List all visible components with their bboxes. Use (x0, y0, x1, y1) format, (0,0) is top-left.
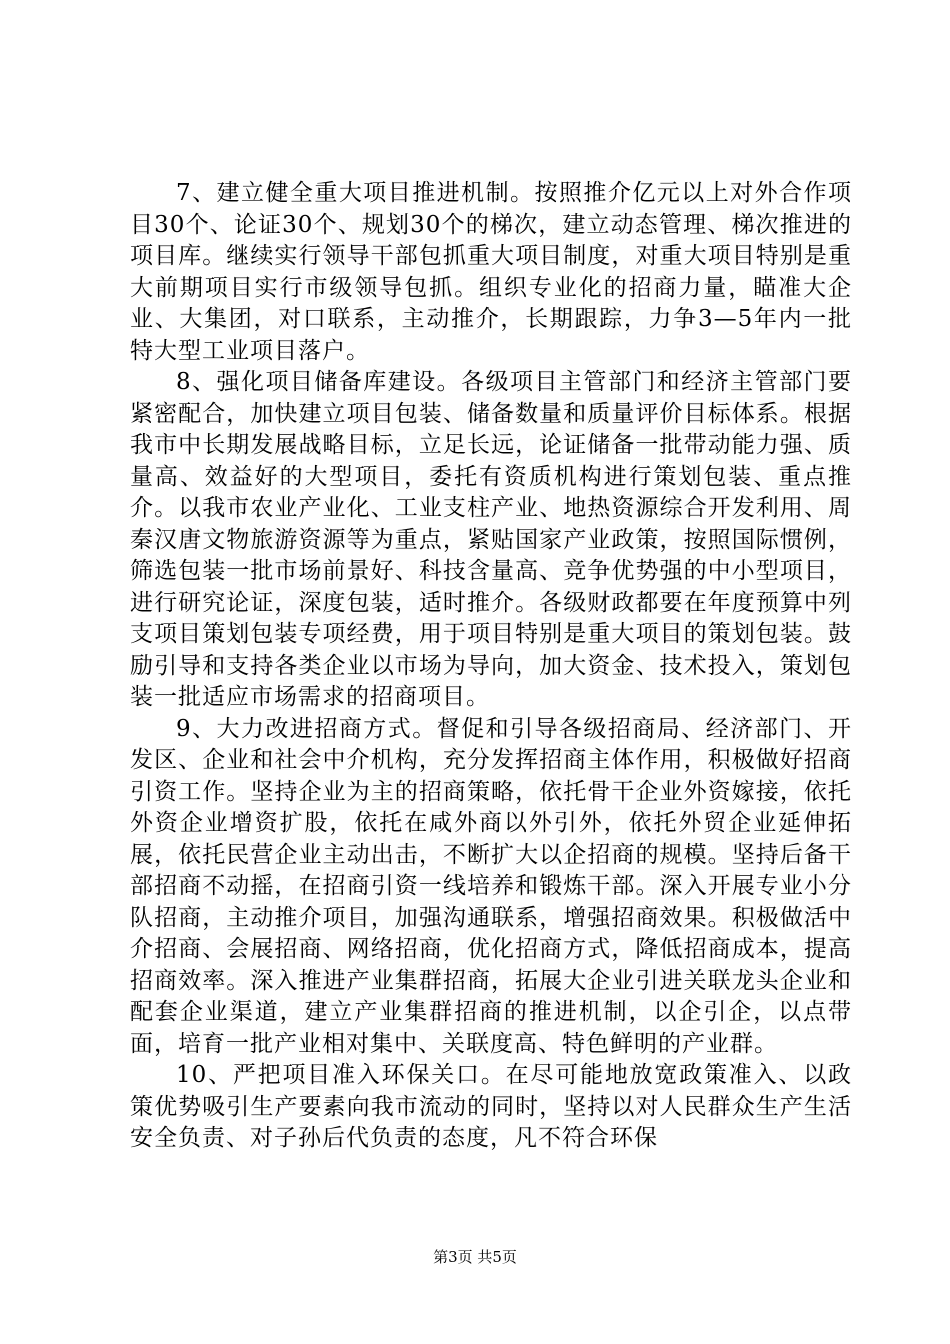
paragraph-item-10: 10、严把项目准入环保关口。在尽可能地放宽政策准入、以政策优势吸引生产要素向我市流动的同时，坚持以对人民群众生产生活安全负责、对子孙后代负责的态度，凡不符合环保 (130, 1062, 852, 1151)
paragraph-item-9: 9、大力改进招商方式。督促和引导各级招商局、经济部门、开发区、企业和社会中介机构，充分发挥招商主体作用，积极做好招商引资工作。坚持企业为主的招商策略，依托骨干企业外资嫁接，依托外资企业增资扩股，依托在咸外商以外引外，依托外贸企业延伸拓展，依托民营企业主动出击，不断扩大以企招商的规模。坚持后备干部招商不动摇，在招商引资一线培养和锻炼干部。深入开展专业小分队招商，主动推介项目，加强沟通联系，增强招商效果。积极做活中介招商、会展招商、网络招商，优化招商方式，降低招商成本，提高招商效率。深入推进产业集群招商，拓展大企业引进关联龙头企业和配套企业渠道，建立产业集群招商的推进机制，以企引企，以点带面，培育一批产业相对集中、关联度高、特色鲜明的产业群。 (130, 715, 852, 1057)
page-footer: 第3页 共5页 (433, 1248, 517, 1266)
document-body (130, 178, 852, 1155)
paragraph-item-7: 7、建立健全重大项目推进机制。按照推介亿元以上对外合作项目30个、论证30个、规划30个的梯次，建立动态管理、梯次推进的项目库。继续实行领导干部包抓重大项目制度，对重大项目特别是重大前期项目实行市级领导包抓。组织专业化的招商力量，瞄准大企业、大集团，对口联系，主动推介，长期跟踪，力争3—5年内一批特大型工业项目落户。 (130, 180, 852, 364)
paragraph-item-8: 8、强化项目储备库建设。各级项目主管部门和经济主管部门要紧密配合，加快建立项目包装、储备数量和质量评价目标体系。根据我市中长期发展战略目标，立足长远，论证储备一批带动能力强、质量高、效益好的大型项目，委托有资质机构进行策划包装、重点推介。以我市农业产业化、工业支柱产业、地热资源综合开发利用、周秦汉唐文物旅游资源等为重点，紧贴国家产业政策，按照国际惯例，筛选包装一批市场前景好、科技含量高、竞争优势强的中小型项目，进行研究论证，深度包装，适时推介。各级财政都要在年度预算中列支项目策划包装专项经费，用于项目特别是重大项目的策划包装。鼓励引导和支持各类企业以市场为导向，加大资金、技术投入，策划包装一批适应市场需求的招商项目。 (130, 369, 852, 710)
